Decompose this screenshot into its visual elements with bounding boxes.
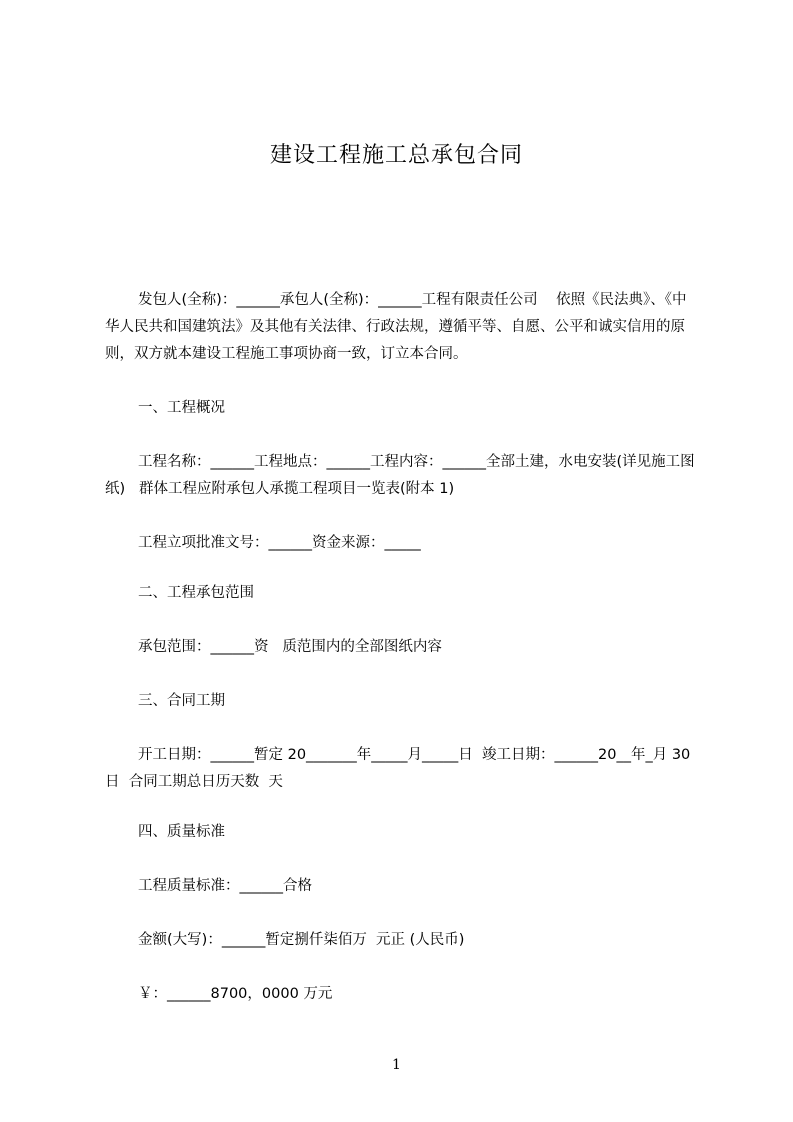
amount-in-figures: ￥：______8700，0000 万元	[138, 986, 333, 1002]
intro-paragraph: 发包人(全称)：______承包人(全称)：______工程有限责任公司 依照《民法典》、《中华人民共和国建筑法》及其他有关法律、行政法规，遵循平等、自愿、公平和诚实信用的原则，双方就本建设工程施工事项协商一致，订立本合同。	[105, 292, 687, 362]
project-info-paragraph: 工程名称：______工程地点：______工程内容：______全部土建，水电安装(详见施工图纸) 群体工程应附承包人承揽工程项目一览表(附本 1)	[105, 454, 695, 497]
approval-info-paragraph: 工程立项批准文号：______资金来源：_____	[138, 535, 421, 551]
amount-in-words: 金额(大写)：______暂定捌仟柒佰万 元正 (人民币)	[138, 932, 465, 948]
quality-paragraph: 工程质量标准：______合格	[138, 878, 312, 894]
section-heading-contract-period: 三、合同工期	[138, 693, 225, 709]
section-heading-project-overview: 一、工程概况	[138, 400, 225, 416]
schedule-paragraph: 开工日期：______暂定 20_______年_____月_____日 竣工日期：______20__年_月 30 日 合同工期总日历天数 天	[105, 747, 695, 790]
section-heading-quality-standard: 四、质量标准	[138, 824, 225, 840]
scope-paragraph: 承包范围：______资 质范围内的全部图纸内容	[138, 639, 442, 655]
page-number: 1	[392, 1057, 401, 1073]
section-heading-contract-scope: 二、工程承包范围	[138, 585, 254, 601]
document-title: 建设工程施工总承包合同	[269, 143, 523, 168]
